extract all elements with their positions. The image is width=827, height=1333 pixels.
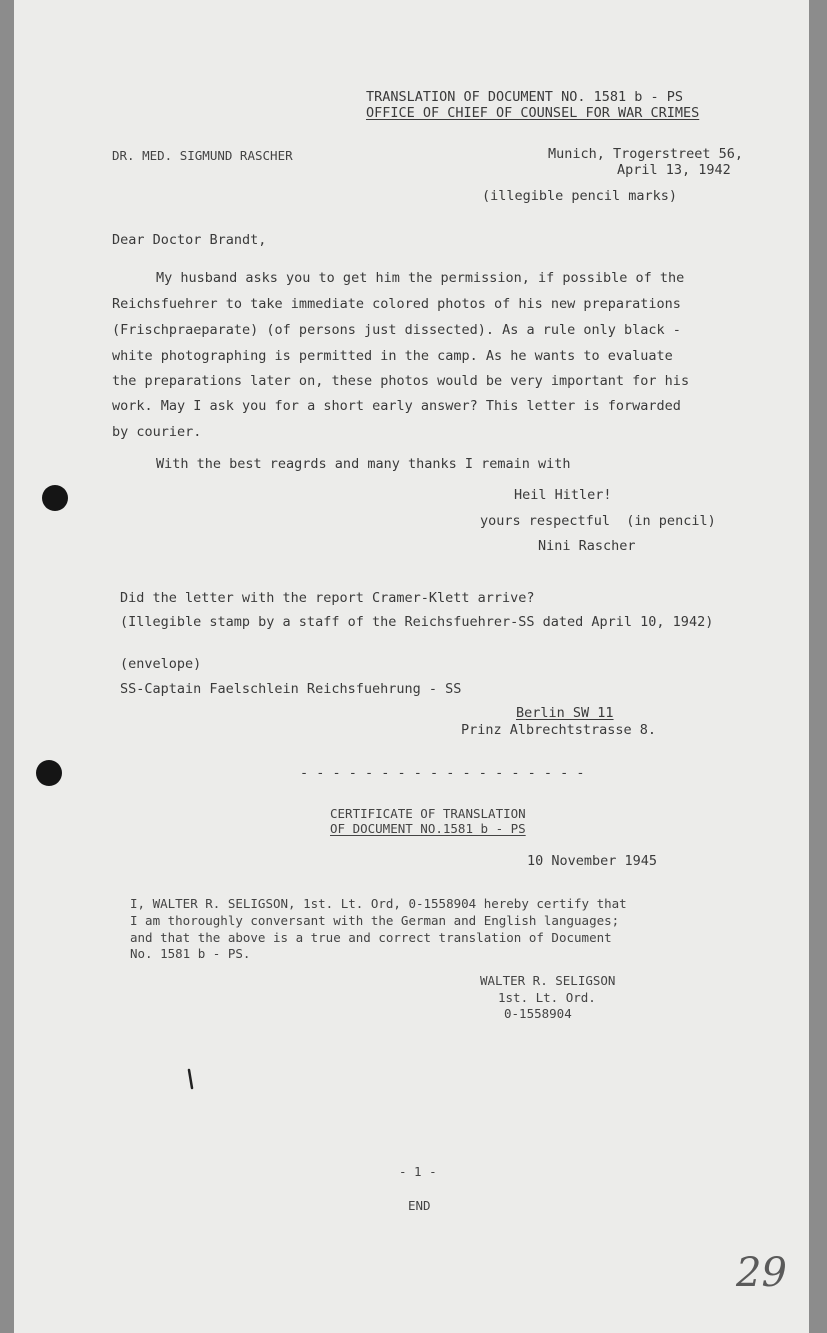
heil-line: Heil Hitler! bbox=[514, 487, 612, 503]
address-line-1: Berlin SW 11 bbox=[516, 705, 614, 721]
certifier-name: WALTER R. SELIGSON bbox=[480, 973, 616, 988]
punch-hole-top bbox=[42, 485, 68, 511]
body-line: the preparations later on, these photos would be very important for his bbox=[112, 373, 690, 389]
certifier-serial: 0-1558904 bbox=[504, 1006, 572, 1021]
pencil-note: (illegible pencil marks) bbox=[482, 188, 678, 204]
pencil-tick-mark bbox=[186, 1068, 196, 1090]
certificate-line: No. 1581 b - PS. bbox=[130, 946, 251, 961]
certificate-date: 10 November 1945 bbox=[527, 853, 658, 869]
stamp-line: (Illegible stamp by a staff of the Reichsfuehrer-SS dated April 10, 1942) bbox=[120, 614, 714, 630]
body-line: (Frischpraeparate) (of persons just dissected). As a rule only black - bbox=[112, 322, 681, 338]
body-line: Reichsfuehrer to take immediate colored photos of his new preparations bbox=[112, 296, 681, 312]
body-line: white photographing is permitted in the camp. As he wants to evaluate bbox=[112, 348, 673, 364]
header-line-2: OFFICE OF CHIEF OF COUNSEL FOR WAR CRIMES bbox=[366, 105, 700, 121]
respect-line: yours respectful (in pencil) bbox=[480, 513, 716, 529]
punch-hole-bottom bbox=[36, 760, 62, 786]
envelope-label: (envelope) bbox=[120, 656, 202, 672]
end-marker: END bbox=[408, 1198, 431, 1213]
letter-place: Munich, Trogerstreet 56, bbox=[548, 146, 744, 162]
certificate-line: and that the above is a true and correct translation of Document bbox=[130, 930, 612, 945]
closing-line: With the best reagrds and many thanks I remain with bbox=[156, 456, 571, 472]
signature: Nini Rascher bbox=[538, 538, 636, 554]
certifier-rank: 1st. Lt. Ord. bbox=[498, 990, 596, 1005]
handwritten-page-number: 29 bbox=[736, 1250, 787, 1296]
body-line: by courier. bbox=[112, 424, 202, 440]
body-line: My husband asks you to get him the permission, if possible of the bbox=[156, 270, 685, 286]
certificate-title-2: OF DOCUMENT NO.1581 b - PS bbox=[330, 821, 526, 836]
page-number: - 1 - bbox=[399, 1164, 437, 1179]
divider: - - - - - - - - - - - - - - - - - - bbox=[300, 765, 585, 781]
sender-name: DR. MED. SIGMUND RASCHER bbox=[112, 148, 293, 163]
certificate-line: I, WALTER R. SELIGSON, 1st. Lt. Ord, 0-1558904 hereby certify that bbox=[130, 896, 627, 911]
certificate-line: I am thoroughly conversant with the German and English languages; bbox=[130, 913, 620, 928]
document-page bbox=[14, 0, 809, 1333]
body-line: work. May I ask you for a short early answer? This letter is forwarded bbox=[112, 398, 681, 414]
letter-date: April 13, 1942 bbox=[617, 162, 731, 178]
certificate-title-1: CERTIFICATE OF TRANSLATION bbox=[330, 806, 526, 821]
address-line-2: Prinz Albrechtstrasse 8. bbox=[461, 722, 657, 738]
header-line-1: TRANSLATION OF DOCUMENT NO. 1581 b - PS bbox=[366, 89, 683, 105]
salutation: Dear Doctor Brandt, bbox=[112, 232, 267, 248]
envelope-line: SS-Captain Faelschlein Reichsfuehrung - SS bbox=[120, 681, 462, 697]
question-line: Did the letter with the report Cramer-Klett arrive? bbox=[120, 590, 535, 606]
